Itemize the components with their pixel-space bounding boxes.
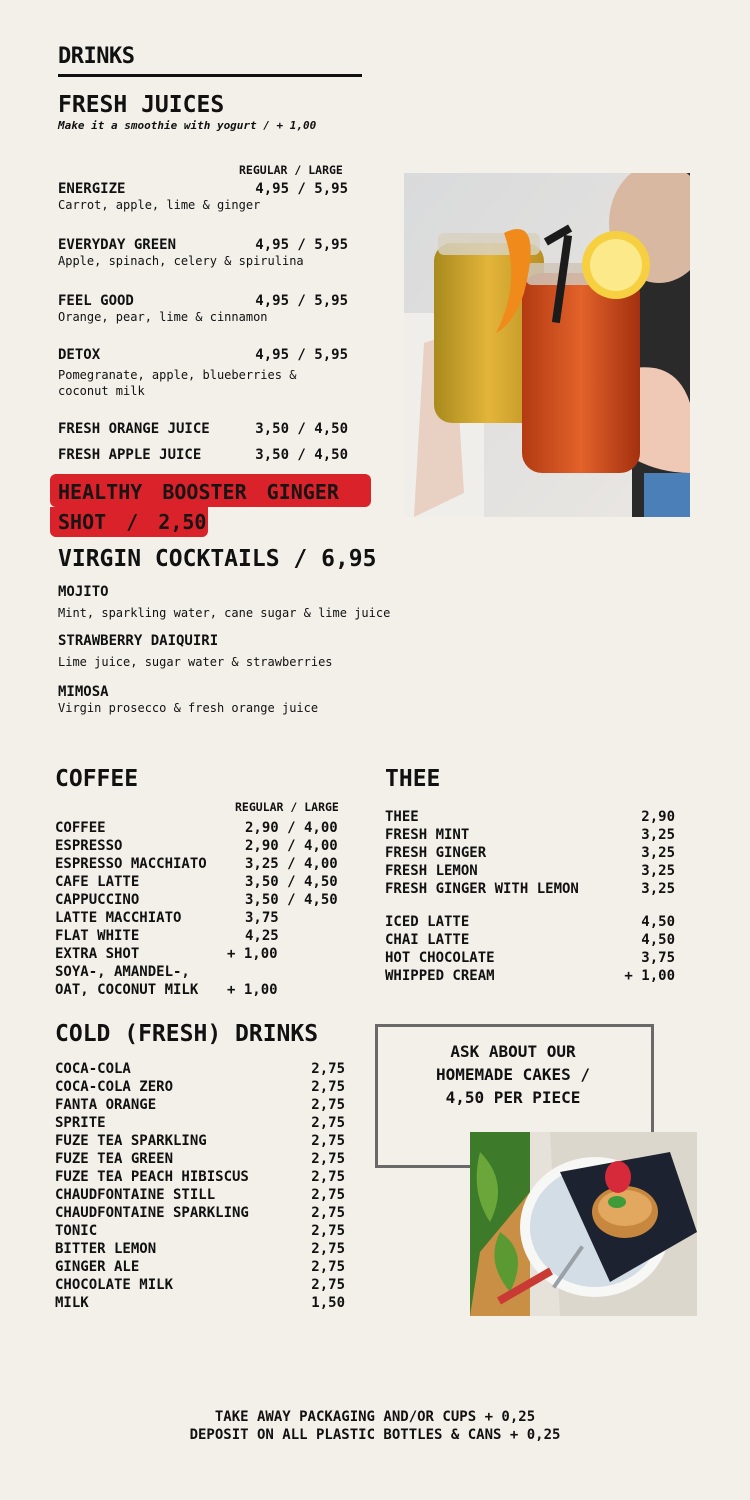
coffee-list xyxy=(55,819,347,999)
list-item xyxy=(55,963,347,981)
list-item xyxy=(385,808,675,826)
item-name: TONIC xyxy=(55,1223,98,1239)
list-item xyxy=(55,1222,345,1240)
item-name: THEE xyxy=(385,809,419,825)
item-price: 2,75 xyxy=(311,1205,345,1221)
virgin-cocktails-heading: VIRGIN COCKTAILS / 6,95 xyxy=(58,546,377,572)
item-name: COFFEE xyxy=(55,820,106,836)
item-price: 2,75 xyxy=(311,1133,345,1149)
menu-item-fresh-orange-juice xyxy=(58,421,350,437)
cold-drinks-list xyxy=(55,1060,345,1312)
item-description: Apple, spinach, celery & spirulina xyxy=(58,254,304,268)
list-item xyxy=(55,981,347,999)
item-price: 4,50 xyxy=(641,914,675,930)
list-item xyxy=(55,945,347,963)
item-name: FLAT WHITE xyxy=(55,928,140,944)
list-item xyxy=(55,1240,345,1258)
list-item xyxy=(55,873,347,891)
item-price: 2,75 xyxy=(311,1277,345,1293)
list-item xyxy=(55,1096,345,1114)
menu-item-detox xyxy=(58,347,350,399)
cakes-line2: HOMEMADE CAKES / xyxy=(435,1065,591,1084)
cocktail-mimosa xyxy=(58,684,318,716)
item-price: + 1,00 xyxy=(227,946,278,962)
item-name: COCA-COLA ZERO xyxy=(55,1079,174,1095)
item-price: 2,75 xyxy=(311,1061,345,1077)
list-item xyxy=(55,927,347,945)
item-price: 2,75 xyxy=(311,1115,345,1131)
booster-text: HEALTHY BOOSTER GINGER SHOT / 2,50 xyxy=(58,480,339,534)
fresh-juices-heading: FRESH JUICES xyxy=(58,92,225,118)
item-name: FRESH LEMON xyxy=(385,863,478,879)
cold-drinks-heading: COLD (FRESH) DRINKS xyxy=(55,1021,319,1047)
item-name: LATTE MACCHIATO xyxy=(55,910,182,926)
menu-item-feel-good xyxy=(58,293,350,325)
item-price: 4,95 / 5,95 xyxy=(255,293,348,309)
item-price: 2,90 / 4,00 xyxy=(245,820,338,836)
item-name: FRESH MINT xyxy=(385,827,470,843)
list-item xyxy=(55,1114,345,1132)
item-name: CHAUDFONTAINE SPARKLING xyxy=(55,1205,249,1221)
item-price: 2,90 / 4,00 xyxy=(245,838,338,854)
item-price: 4,95 / 5,95 xyxy=(255,237,348,253)
item-price: 3,25 xyxy=(641,845,675,861)
cocktail-mojito xyxy=(58,584,390,621)
item-name: ESPRESSO MACCHIATO xyxy=(55,856,207,872)
item-name: ESPRESSO xyxy=(55,838,123,854)
item-price: 2,90 xyxy=(641,809,675,825)
item-name: ENERGIZE xyxy=(58,181,126,197)
menu-item-energize xyxy=(58,181,350,213)
item-name: FANTA ORANGE xyxy=(55,1097,157,1113)
juice-column-header: REGULAR / LARGE xyxy=(239,163,343,177)
item-price: 3,25 / 4,00 xyxy=(245,856,338,872)
item-price: 2,75 xyxy=(311,1187,345,1203)
juice-jars-photo xyxy=(404,173,690,517)
list-item xyxy=(55,1258,345,1276)
item-name: FRESH GINGER WITH LEMON xyxy=(385,881,579,897)
item-price: 3,25 xyxy=(641,881,675,897)
item-price: 2,75 xyxy=(311,1241,345,1257)
item-description: Lime juice, sugar water & strawberries xyxy=(58,655,333,669)
title-underline xyxy=(58,74,362,77)
list-item xyxy=(385,880,675,898)
list-item xyxy=(55,1294,345,1312)
item-name: ICED LATTE xyxy=(385,914,470,930)
list-item xyxy=(385,844,675,862)
item-name: BITTER LEMON xyxy=(55,1241,157,1257)
item-price: + 1,00 xyxy=(227,982,278,998)
menu-item-everyday-green xyxy=(58,237,350,269)
item-name: EXTRA SHOT xyxy=(55,946,140,962)
item-price: 3,25 xyxy=(641,863,675,879)
coffee-heading: COFFEE xyxy=(55,766,139,792)
item-description: Orange, pear, lime & cinnamon xyxy=(58,310,268,324)
list-item xyxy=(385,862,675,880)
item-price: 3,75 xyxy=(641,950,675,966)
item-description: Virgin prosecco & fresh orange juice xyxy=(58,701,319,715)
fresh-juices-subtitle: Make it a smoothie with yogurt / + 1,00 xyxy=(58,119,317,132)
item-name: FUZE TEA SPARKLING xyxy=(55,1133,207,1149)
item-name: FUZE TEA GREEN xyxy=(55,1151,174,1167)
coffee-column-header: REGULAR / LARGE xyxy=(235,800,339,814)
list-item xyxy=(55,855,347,873)
list-item xyxy=(385,913,675,931)
list-item xyxy=(55,1276,345,1294)
item-name: CAFE LATTE xyxy=(55,874,140,890)
item-price: 4,95 / 5,95 xyxy=(255,181,348,197)
item-name: MIMOSA xyxy=(58,684,109,700)
list-item xyxy=(55,837,347,855)
list-item xyxy=(55,1078,345,1096)
item-name: MILK xyxy=(55,1295,89,1311)
item-price: 4,50 xyxy=(641,932,675,948)
thee-list xyxy=(385,808,675,985)
item-name: FEEL GOOD xyxy=(58,293,134,309)
item-price: 3,25 xyxy=(641,827,675,843)
item-name: WHIPPED CREAM xyxy=(385,968,495,984)
item-name: MOJITO xyxy=(58,584,109,600)
item-price: 3,50 / 4,50 xyxy=(255,421,348,437)
list-item xyxy=(55,819,347,837)
item-name: SPRITE xyxy=(55,1115,106,1131)
item-name: DETOX xyxy=(58,347,101,363)
item-name: COCA-COLA xyxy=(55,1061,131,1077)
milk-options-line1: SOYA-, AMANDEL-, xyxy=(55,964,190,980)
list-item xyxy=(55,1186,345,1204)
ginger-shot-highlight xyxy=(50,474,371,536)
list-item xyxy=(385,931,675,949)
footer-line2: DEPOSIT ON ALL PLASTIC BOTTLES & CANS + 0,25 xyxy=(189,1427,561,1443)
list-item xyxy=(55,909,347,927)
item-price: 2,75 xyxy=(311,1097,345,1113)
item-name: CHAI LATTE xyxy=(385,932,470,948)
item-name: EVERYDAY GREEN xyxy=(58,237,177,253)
item-name: GINGER ALE xyxy=(55,1259,140,1275)
item-name: CHOCOLATE MILK xyxy=(55,1277,174,1293)
footer-line1: TAKE AWAY PACKAGING AND/OR CUPS + 0,25 xyxy=(214,1409,536,1425)
item-name: FRESH ORANGE JUICE xyxy=(58,421,210,437)
item-name: FUZE TEA PEACH HIBISCUS xyxy=(55,1169,249,1185)
list-item xyxy=(55,1168,345,1186)
cakes-line3: 4,50 PER PIECE xyxy=(445,1088,581,1107)
thee-heading: THEE xyxy=(385,766,441,792)
item-price: 3,50 / 4,50 xyxy=(255,447,348,463)
item-name: STRAWBERRY DAIQUIRI xyxy=(58,633,219,649)
list-item xyxy=(385,826,675,844)
list-item xyxy=(55,891,347,909)
item-name: HOT CHOCOLATE xyxy=(385,950,495,966)
item-description: Mint, sparkling water, cane sugar & lime juice xyxy=(58,606,391,620)
cakes-notice xyxy=(378,1040,648,1109)
item-price: 4,25 xyxy=(245,928,279,944)
item-price: 2,75 xyxy=(311,1079,345,1095)
cocktail-strawberry-daiquiri xyxy=(58,633,333,670)
milk-options-line2: OAT, COCONUT MILK xyxy=(55,982,199,998)
item-price: 2,75 xyxy=(311,1223,345,1239)
item-description: Carrot, apple, lime & ginger xyxy=(58,198,261,212)
list-item xyxy=(55,1132,345,1150)
item-description: Pomegranate, apple, blueberries & coconut milk xyxy=(58,368,297,398)
item-name: FRESH APPLE JUICE xyxy=(58,447,202,463)
item-price: 2,75 xyxy=(311,1151,345,1167)
cakes-line1: ASK ABOUT OUR xyxy=(450,1042,576,1061)
item-name: CAPPUCCINO xyxy=(55,892,140,908)
item-price: 2,75 xyxy=(311,1169,345,1185)
list-item xyxy=(55,1150,345,1168)
item-price: 4,95 / 5,95 xyxy=(255,347,348,363)
list-item xyxy=(55,1060,345,1078)
cupcake-photo xyxy=(470,1132,697,1316)
page-title: DRINKS xyxy=(58,44,135,69)
item-price: 3,50 / 4,50 xyxy=(245,874,338,890)
item-price: 3,75 xyxy=(245,910,279,926)
list-item xyxy=(55,1204,345,1222)
item-price: + 1,00 xyxy=(624,968,675,984)
list-item xyxy=(385,967,675,985)
item-price: 2,75 xyxy=(311,1259,345,1275)
footer-notes xyxy=(0,1408,750,1444)
item-price: 1,50 xyxy=(311,1295,345,1311)
menu-item-fresh-apple-juice xyxy=(58,447,350,463)
item-name: CHAUDFONTAINE STILL xyxy=(55,1187,216,1203)
item-price: 3,50 / 4,50 xyxy=(245,892,338,908)
list-item xyxy=(385,949,675,967)
item-name: FRESH GINGER xyxy=(385,845,487,861)
